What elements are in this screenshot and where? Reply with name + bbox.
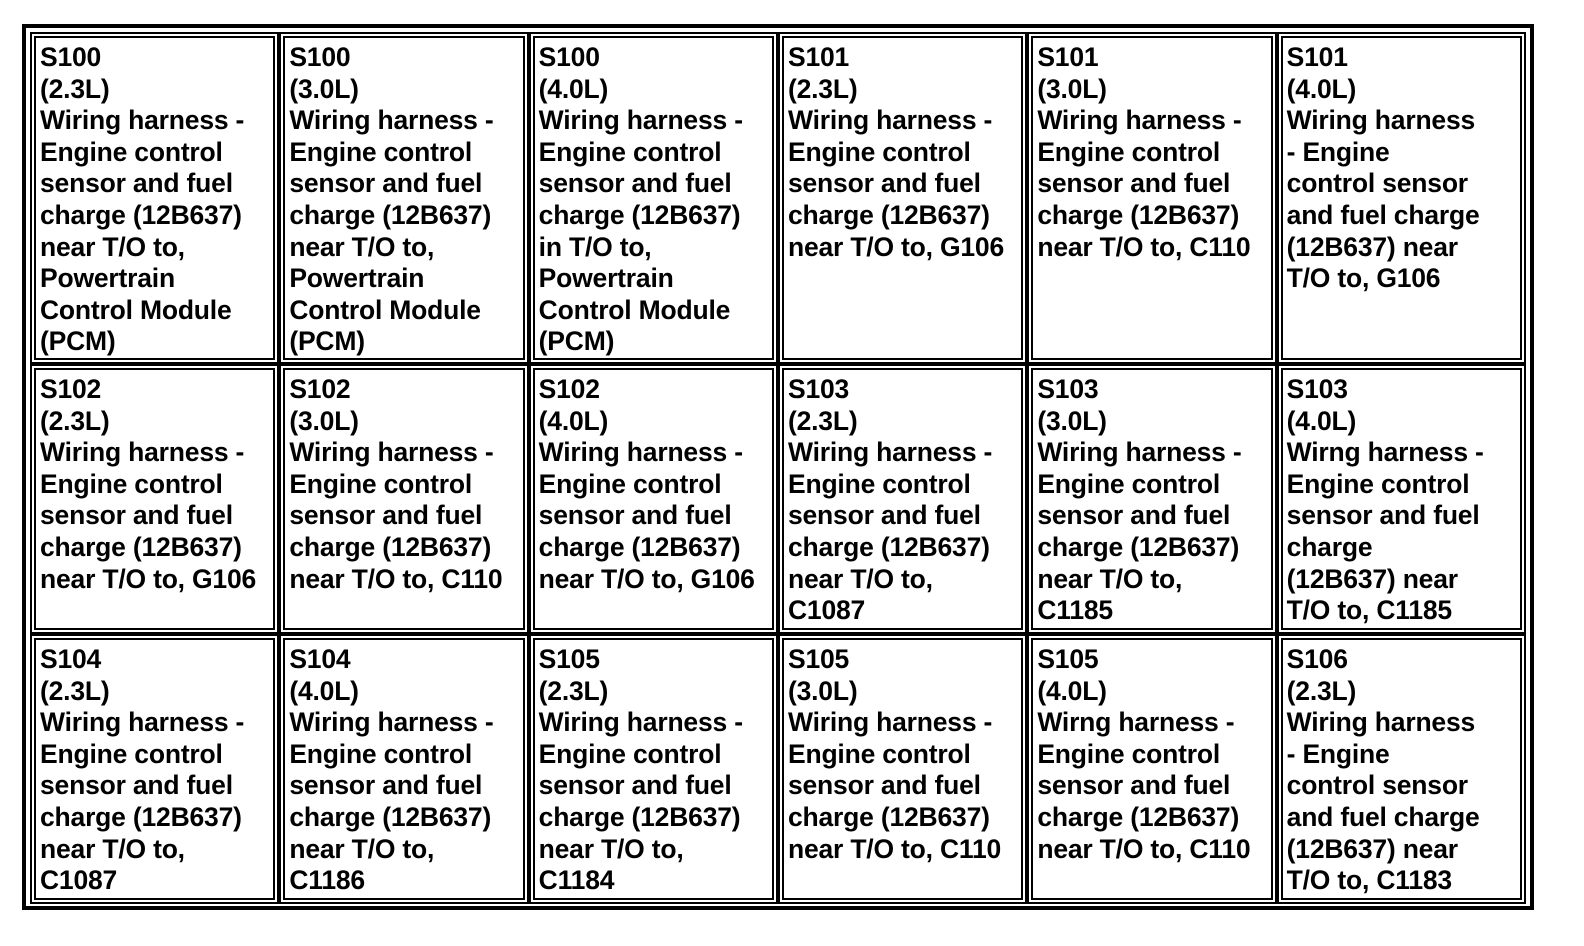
table-cell [279,634,528,904]
cell-text-line: in T/O to, [538,231,652,262]
cell-text-line: T/O to, C1185 [1286,595,1452,626]
cell-text-line: charge (12B637) [289,199,492,230]
engine-size: (2.3L) [787,73,858,104]
cell-text-line: Wiring harness [1286,707,1476,738]
cell-text-line: charge (12B637) [787,531,990,562]
splice-id: S103 [1037,374,1099,404]
cell-text-line: near T/O to, [289,833,435,864]
engine-size: (2.3L) [1286,675,1357,706]
cell-text-line: sensor and fuel [289,770,483,801]
cell-text-line: Wiring harness - [1037,105,1242,136]
cell-text-line: Engine control [538,136,722,167]
cell-text-line: near T/O to, [289,231,435,262]
cell-text-line: (PCM) [289,326,365,357]
cell-text-line: C1186 [289,865,365,896]
cell-text-line: Powertrain [538,263,674,294]
cell-text-line: Engine control [538,468,722,499]
cell-text-line: Engine control [289,136,473,167]
cell-text-line: Engine control [787,738,971,769]
cell-text-line: Powertrain [289,263,425,294]
cell-text-line: control sensor [1286,168,1468,199]
cell-text-line: sensor and fuel [1037,500,1231,531]
splice-id: S105 [538,644,600,674]
cell-text-line: (PCM) [538,326,615,357]
engine-size: (4.0L) [538,405,609,436]
cell-text-line: Control Module [538,294,731,325]
engine-size: (3.0L) [289,405,359,436]
engine-size: (2.3L) [787,405,858,436]
engine-size: (4.0L) [1037,675,1107,706]
table-cell [279,364,528,634]
cell-text-line: Wiring harness [1286,105,1476,136]
cell-text-line: charge (12B637) [40,531,242,562]
engine-size: (4.0L) [1286,73,1357,104]
cell-text-line: Engine control [1037,468,1221,499]
cell-text-line: charge (12B637) [289,801,492,832]
table-cell [1277,364,1526,634]
splice-id: S106 [1286,644,1348,674]
table-cell [1277,634,1526,904]
cell-text-line: near T/O to, G106 [40,563,257,594]
cell-text-line: sensor and fuel [289,500,483,531]
cell-text-line: near T/O to, C110 [289,563,503,594]
splice-id: S104 [289,644,351,674]
cell-text-line: near T/O to, [1037,563,1183,594]
cell-text-line: Engine control [1037,738,1221,769]
table-cell [30,32,279,364]
cell-text-line: (PCM) [40,326,116,357]
cell-text-line: Engine control [289,468,473,499]
cell-text-line: charge (12B637) [538,801,741,832]
cell-text-line: sensor and fuel [1286,500,1480,531]
cell-text-line: (12B637) near [1286,231,1458,262]
splice-id: S102 [289,374,351,404]
cell-text-line: Engine control [1286,468,1470,499]
table-cell [1027,32,1276,364]
table-cell [1027,634,1276,904]
splice-id: S102 [40,374,102,404]
cell-text-line: sensor and fuel [787,770,981,801]
cell-text-line: control sensor [1286,770,1468,801]
cell-text-line: near T/O to, C110 [1037,231,1251,262]
cell-text-line: Engine control [787,136,971,167]
cell-text-line: C1087 [40,865,118,896]
cell-text-line: charge (12B637) [40,199,242,230]
splice-id: S101 [787,42,850,72]
cell-text-line: charge (12B637) [1037,531,1240,562]
splice-id: S100 [40,42,102,72]
cell-text-line: C1185 [1037,595,1113,626]
cell-text-line: C1184 [538,865,615,896]
cell-text-line: charge (12B637) [538,531,741,562]
splice-id: S105 [1037,644,1099,674]
cell-text-line: sensor and fuel [40,770,233,801]
table-cell [778,364,1027,634]
splice-id: S100 [289,42,351,72]
cell-text-line: Wirng harness - [1286,437,1484,468]
cell-text-line: Engine control [40,738,223,769]
cell-text-line: T/O to, C1183 [1286,865,1452,896]
splice-id: S100 [538,42,600,72]
engine-size: (4.0L) [1286,405,1357,436]
table-cell [778,634,1027,904]
cell-text-line: Wiring harness - [787,105,993,136]
cell-text-line: sensor and fuel [40,500,233,531]
splice-id: S101 [1286,42,1348,72]
cell-text-line: Powertrain [40,263,175,294]
splice-grid [30,32,1526,902]
table-cell [279,32,528,364]
engine-size: (4.0L) [289,675,359,706]
cell-text-line: and fuel charge [1286,199,1480,230]
cell-text-line: Wiring harness - [538,437,743,468]
cell-text-line: (12B637) near [1286,833,1458,864]
cell-text-line: Wiring harness - [1037,437,1242,468]
engine-size: (2.3L) [40,675,110,706]
cell-text-line: Wirng harness - [1037,707,1235,738]
engine-size: (3.0L) [289,73,359,104]
engine-size: (2.3L) [40,73,110,104]
engine-size: (4.0L) [538,73,609,104]
cell-text-line: charge (12B637) [787,801,990,832]
cell-text-line: sensor and fuel [289,168,483,199]
table-cell [30,634,279,904]
cell-text-line: Engine control [40,136,223,167]
table-cell [529,634,778,904]
table-cell [1027,364,1276,634]
cell-text-line: Engine control [538,738,722,769]
cell-text-line: sensor and fuel [787,168,981,199]
table-cell [529,364,778,634]
cell-text-line: sensor and fuel [787,500,981,531]
splice-table [22,24,1534,910]
table-cell [778,32,1027,364]
cell-text-line: Wiring harness - [787,437,993,468]
cell-text-line: charge (12B637) [1037,199,1240,230]
cell-text-line: charge (12B637) [787,199,990,230]
cell-text-line: Control Module [40,294,232,325]
cell-text-line: Wiring harness - [289,437,494,468]
cell-text-line: near T/O to, [538,833,684,864]
cell-text-line: sensor and fuel [1037,770,1231,801]
splice-id: S103 [1286,374,1348,404]
engine-size: (3.0L) [1037,73,1107,104]
cell-text-line: and fuel charge [1286,801,1480,832]
cell-text-line: Wiring harness - [787,707,993,738]
cell-text-line: T/O to, G106 [1286,263,1441,294]
cell-text-line: - Engine [1286,136,1390,167]
cell-text-line: sensor and fuel [538,770,732,801]
cell-text-line: Wiring harness - [538,707,743,738]
table-cell [529,32,778,364]
engine-size: (3.0L) [1037,405,1107,436]
cell-text-line: charge (12B637) [289,531,492,562]
cell-text-line: charge (12B637) [40,801,242,832]
engine-size: (2.3L) [538,675,609,706]
splice-id: S105 [787,644,850,674]
cell-text-line: sensor and fuel [1037,168,1231,199]
cell-text-line: Wiring harness - [40,105,245,136]
cell-text-line: sensor and fuel [538,500,732,531]
cell-text-line: near T/O to, C110 [787,833,1002,864]
cell-text-line: Wiring harness - [289,105,494,136]
splice-id: S103 [787,374,850,404]
cell-text-line: Engine control [289,738,473,769]
cell-text-line: Control Module [289,294,481,325]
cell-text-line: Wiring harness - [289,707,494,738]
table-cell [1277,32,1526,364]
cell-text-line: Engine control [1037,136,1221,167]
cell-text-line: charge (12B637) [538,199,741,230]
cell-text-line: Engine control [40,468,223,499]
splice-id: S102 [538,374,600,404]
splice-id: S104 [40,644,102,674]
cell-text-line: Wiring harness - [538,105,743,136]
cell-text-line: near T/O to, G106 [538,563,755,594]
cell-text-line: - Engine [1286,738,1390,769]
cell-text-line: charge (12B637) [1037,801,1240,832]
engine-size: (2.3L) [40,405,110,436]
cell-text-line: charge [1286,531,1373,562]
engine-size: (3.0L) [787,675,858,706]
splice-id: S101 [1037,42,1099,72]
cell-text-line: sensor and fuel [538,168,732,199]
cell-text-line: near T/O to, [40,833,185,864]
cell-text-line: (12B637) near [1286,563,1458,594]
cell-text-line: near T/O to, [40,231,185,262]
cell-text-line: near T/O to, C110 [1037,833,1251,864]
cell-text-line: sensor and fuel [40,168,233,199]
cell-text-line: C1087 [787,595,866,626]
cell-text-line: Wiring harness - [40,437,245,468]
cell-text-line: near T/O to, [787,563,933,594]
cell-text-line: Engine control [787,468,971,499]
cell-text-line: Wiring harness - [40,707,245,738]
table-cell [30,364,279,634]
cell-text-line: near T/O to, G106 [787,231,1005,262]
